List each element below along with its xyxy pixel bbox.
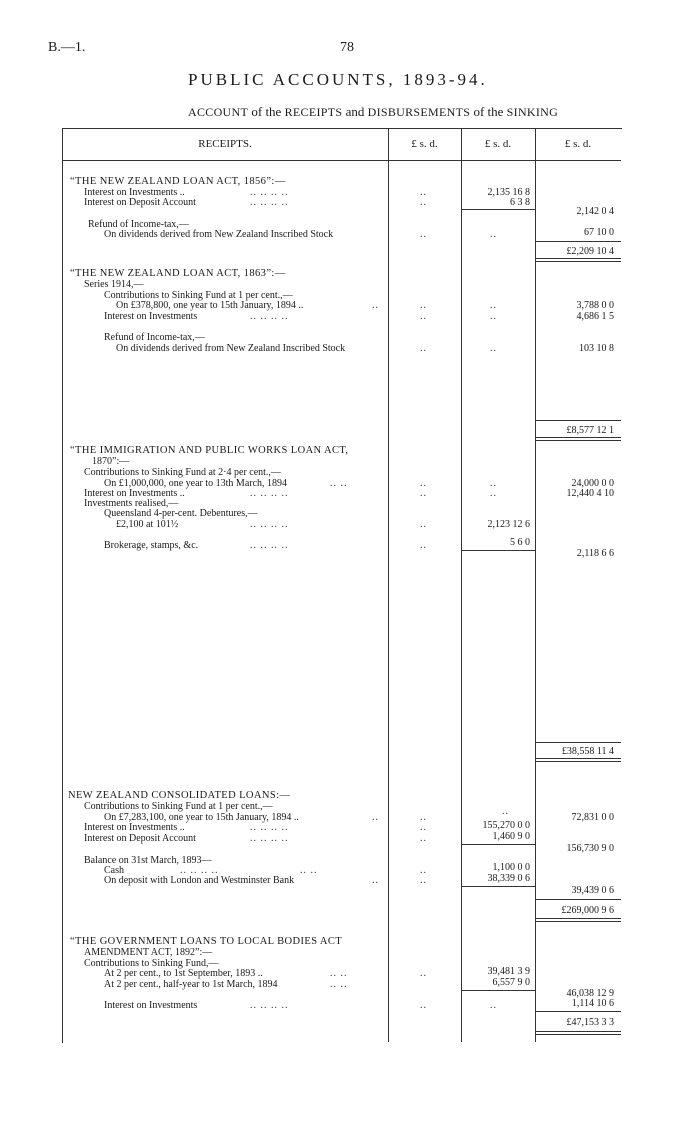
s1-leader-2: .. .. .. .. (250, 197, 289, 208)
s2-col1-dot-2: .. (420, 311, 427, 322)
s5-col1-dot-1: .. (420, 968, 427, 979)
s3-queensland: Queensland 4-per-cent. Debentures,— (104, 508, 258, 519)
s5-leader-2: .. .. (330, 979, 348, 990)
s3-col2-dot-2: .. (490, 488, 497, 499)
s4-deposit: Interest on Deposit Account (84, 833, 196, 844)
s2-contrib: Contributions to Sinking Fund at 1 per cent.,— (104, 290, 293, 301)
s4-total: £269,000 9 6 (561, 905, 614, 916)
s5-col2-b: 6,557 9 0 (492, 977, 530, 988)
s4-ondeposit: On deposit with London and Westminster Bank (104, 875, 295, 886)
s3-col3-a: 24,000 0 0 (571, 478, 614, 489)
s4-leader-2: .. .. .. .. (250, 822, 289, 833)
subtitle-disbursements: DISBURSEMENTS (367, 105, 471, 119)
document-reference: B.—1. (48, 40, 86, 55)
page-title: PUBLIC ACCOUNTS, 1893-94. (188, 70, 488, 89)
subtitle-account: ACCOUNT (188, 105, 249, 119)
s3-total-double-rule (535, 758, 621, 762)
s5-col3-b: 1,114 10 6 (571, 998, 614, 1009)
column-1-header: £ s. d. (411, 138, 438, 150)
s3-contrib: Contributions to Sinking Fund at 2·4 per cent.,— (84, 467, 281, 478)
s4-on: On £7,283,100, one year to 15th January, 1894 .. (104, 812, 299, 823)
s5-total: £47,153 3 3 (566, 1017, 614, 1028)
s2-refund-label: Refund of Income-tax,— (104, 332, 205, 343)
s3-realised: Investments realised,— (84, 498, 179, 509)
s1-col3-subtotal: 2,142 0 4 (576, 206, 614, 217)
header-rule (62, 160, 621, 161)
s4-col2-b: 1,460 9 0 (492, 831, 530, 842)
receipts-column-header: RECEIPTS. (198, 138, 252, 150)
s4-col2-a: 155,270 0 0 (482, 820, 530, 831)
s2-col2-dot-3: .. (490, 343, 497, 354)
s5-col2-a: 39,481 3 9 (487, 966, 530, 977)
s2-total-rule (535, 420, 621, 421)
s3-col2-dot-1: .. (490, 478, 497, 489)
s5-at1: At 2 per cent., to 1st September, 1893 .. (104, 968, 263, 979)
s3-on: On £1,000,000, one year to 13th March, 1894 (104, 478, 288, 489)
s3-col1-dot-2: .. (420, 488, 427, 499)
s3-leader-4: .. .. .. .. (250, 540, 289, 551)
s3-brokerage: Brokerage, stamps, &c. (104, 540, 199, 551)
s2-series: Series 1914,— (84, 279, 144, 290)
s4-col2-d: 38,339 0 6 (487, 873, 530, 884)
s3-leader-2: .. .. .. .. (250, 488, 289, 499)
s2-total: £8,577 12 1 (566, 425, 614, 436)
s2-leader-2: .. .. .. .. (250, 311, 289, 322)
subtitle-of-the-2: of the (470, 104, 507, 119)
s3-col2-a: 2,123 12 6 (487, 519, 530, 530)
s4-leader-5: .. .. (300, 865, 318, 876)
column-divider-1 (388, 128, 389, 1042)
subtitle-of-the: of the (248, 104, 285, 119)
s4-col1-dot-1: .. (420, 812, 427, 823)
s3-col1-dot-4: .. (420, 540, 427, 551)
s2-col3-refund: 103 10 8 (579, 343, 614, 354)
s4-total-rule (535, 899, 621, 900)
s2-interest: Interest on Investments (104, 311, 198, 322)
s3-leader-1: .. .. (330, 478, 348, 489)
s4-col1-dot-2: .. (420, 822, 427, 833)
s3-at: £2,100 at 101½ (116, 519, 179, 530)
s3-col2-b: 5 6 0 (510, 537, 530, 548)
s4-col3-c: 39,439 0 6 (571, 885, 614, 896)
section-2-heading: “THE NEW ZEALAND LOAN ACT, 1863”:— (70, 268, 286, 279)
s4-col1-dot-3: .. (420, 833, 427, 844)
s3-interest: Interest on Investments .. (84, 488, 185, 499)
s3-col1-dot-1: .. (420, 478, 427, 489)
subtitle-sinking: SINKING (506, 105, 559, 119)
s5-contrib: Contributions to Sinking Fund,— (84, 958, 219, 969)
s1-total-rule (535, 241, 621, 242)
s4-col2-dot-1: .. (502, 806, 509, 817)
subtitle-receipts: RECEIPTS (284, 105, 343, 119)
s5-col2-dot-2: .. (490, 1000, 497, 1011)
s1-col1-dot-2: .. (420, 197, 427, 208)
s3-col1-dot-3: .. (420, 519, 427, 530)
s1-col2-b: 6 3 8 (510, 197, 530, 208)
section-5-heading-2: AMENDMENT ACT, 1892”:— (84, 947, 213, 958)
s4-leader-6: .. (372, 875, 379, 886)
s1-col1-dot-3: .. (420, 229, 427, 240)
s1-total-double-rule (535, 258, 621, 262)
s2-on: On £378,800, one year to 15th January, 1894 .. (116, 300, 304, 311)
s4-leader-1: .. (372, 812, 379, 823)
s5-interest: Interest on Investments (104, 1000, 198, 1011)
page-number: 78 (340, 40, 354, 55)
s3-total: £38,558 11 4 (561, 746, 614, 757)
s1-col2-dot-3: .. (490, 229, 497, 240)
s3-col3-c: 2,118 6 6 (576, 548, 614, 559)
s4-col3-b: 156,730 9 0 (566, 843, 614, 854)
s5-leader-3: .. .. .. .. (250, 1000, 289, 1011)
section-5-heading-1: “THE GOVERNMENT LOANS TO LOCAL BODIES ACT (70, 936, 343, 947)
s4-contrib: Contributions to Sinking Fund at 1 per cent.,— (84, 801, 273, 812)
s2-col1-dot-1: .. (420, 300, 427, 311)
s1-interest-deposit: Interest on Deposit Account (84, 197, 196, 208)
s4-col1-dot-5: .. (420, 875, 427, 886)
s4-cash: Cash (104, 865, 124, 876)
s2-leader-1: .. (372, 300, 379, 311)
s4-col3-a: 72,831 0 0 (571, 812, 614, 823)
s2-refund-sub: On dividends derived from New Zealand Inscribed Stock (116, 343, 346, 354)
column-3-header: £ s. d. (564, 138, 592, 150)
page-subtitle (188, 104, 558, 120)
s4-balance: Balance on 31st March, 1893— (84, 855, 212, 866)
s1-refund-label: Refund of Income-tax,— (88, 219, 189, 230)
s3-col3-b: 12,440 4 10 (566, 488, 614, 499)
s4-total-double-rule (535, 918, 621, 922)
s2-col3-b: 4,686 1 5 (576, 311, 614, 322)
s1-interest-investments: Interest on Investments .. (84, 187, 185, 198)
s5-col3-a: 46,038 12 9 (566, 988, 614, 999)
s1-col3-refund: 67 10 0 (584, 227, 614, 238)
s2-col2-dot-2: .. (490, 311, 497, 322)
s1-col2-a: 2,135 16 8 (487, 187, 530, 198)
s1-total: £2,209 10 4 (566, 246, 614, 257)
s1-leader-1: .. .. .. .. (250, 187, 289, 198)
s3-leader-3: .. .. .. .. (250, 519, 289, 530)
s4-leader-4: .. .. .. .. (180, 865, 219, 876)
column-2-header: £ s. d. (484, 138, 512, 150)
section-3-heading-1: “THE IMMIGRATION AND PUBLIC WORKS LOAN ACT, (70, 445, 349, 456)
subtitle-and: and (342, 104, 368, 119)
section-4-heading: NEW ZEALAND CONSOLIDATED LOANS:— (68, 790, 291, 801)
s2-col2-dot-1: .. (490, 300, 497, 311)
s4-interest: Interest on Investments .. (84, 822, 185, 833)
s5-col1-dot-2: .. (420, 1000, 427, 1011)
s4-col1-dot-4: .. (420, 865, 427, 876)
s2-col1-dot-3: .. (420, 343, 427, 354)
s5-leader-1: .. .. (330, 968, 348, 979)
s2-col3-a: 3,788 0 0 (576, 300, 614, 311)
s5-at2: At 2 per cent., half-year to 1st March, 1894 (104, 979, 278, 990)
s4-leader-3: .. .. .. .. (250, 833, 289, 844)
column-divider-2 (461, 128, 462, 1042)
s3-total-rule (535, 742, 621, 743)
s5-total-double-rule (535, 1031, 621, 1035)
section-1-heading: “THE NEW ZEALAND LOAN ACT, 1856”:— (70, 176, 286, 187)
section-3-heading-2: 1870”:— (92, 456, 130, 467)
s2-total-double-rule (535, 437, 621, 441)
s4-col2-c: 1,100 0 0 (492, 862, 530, 873)
s1-col1-dot-1: .. (420, 187, 427, 198)
s5-total-rule (535, 1011, 621, 1012)
s1-refund-sub: On dividends derived from New Zealand Inscribed Stock (104, 229, 334, 240)
